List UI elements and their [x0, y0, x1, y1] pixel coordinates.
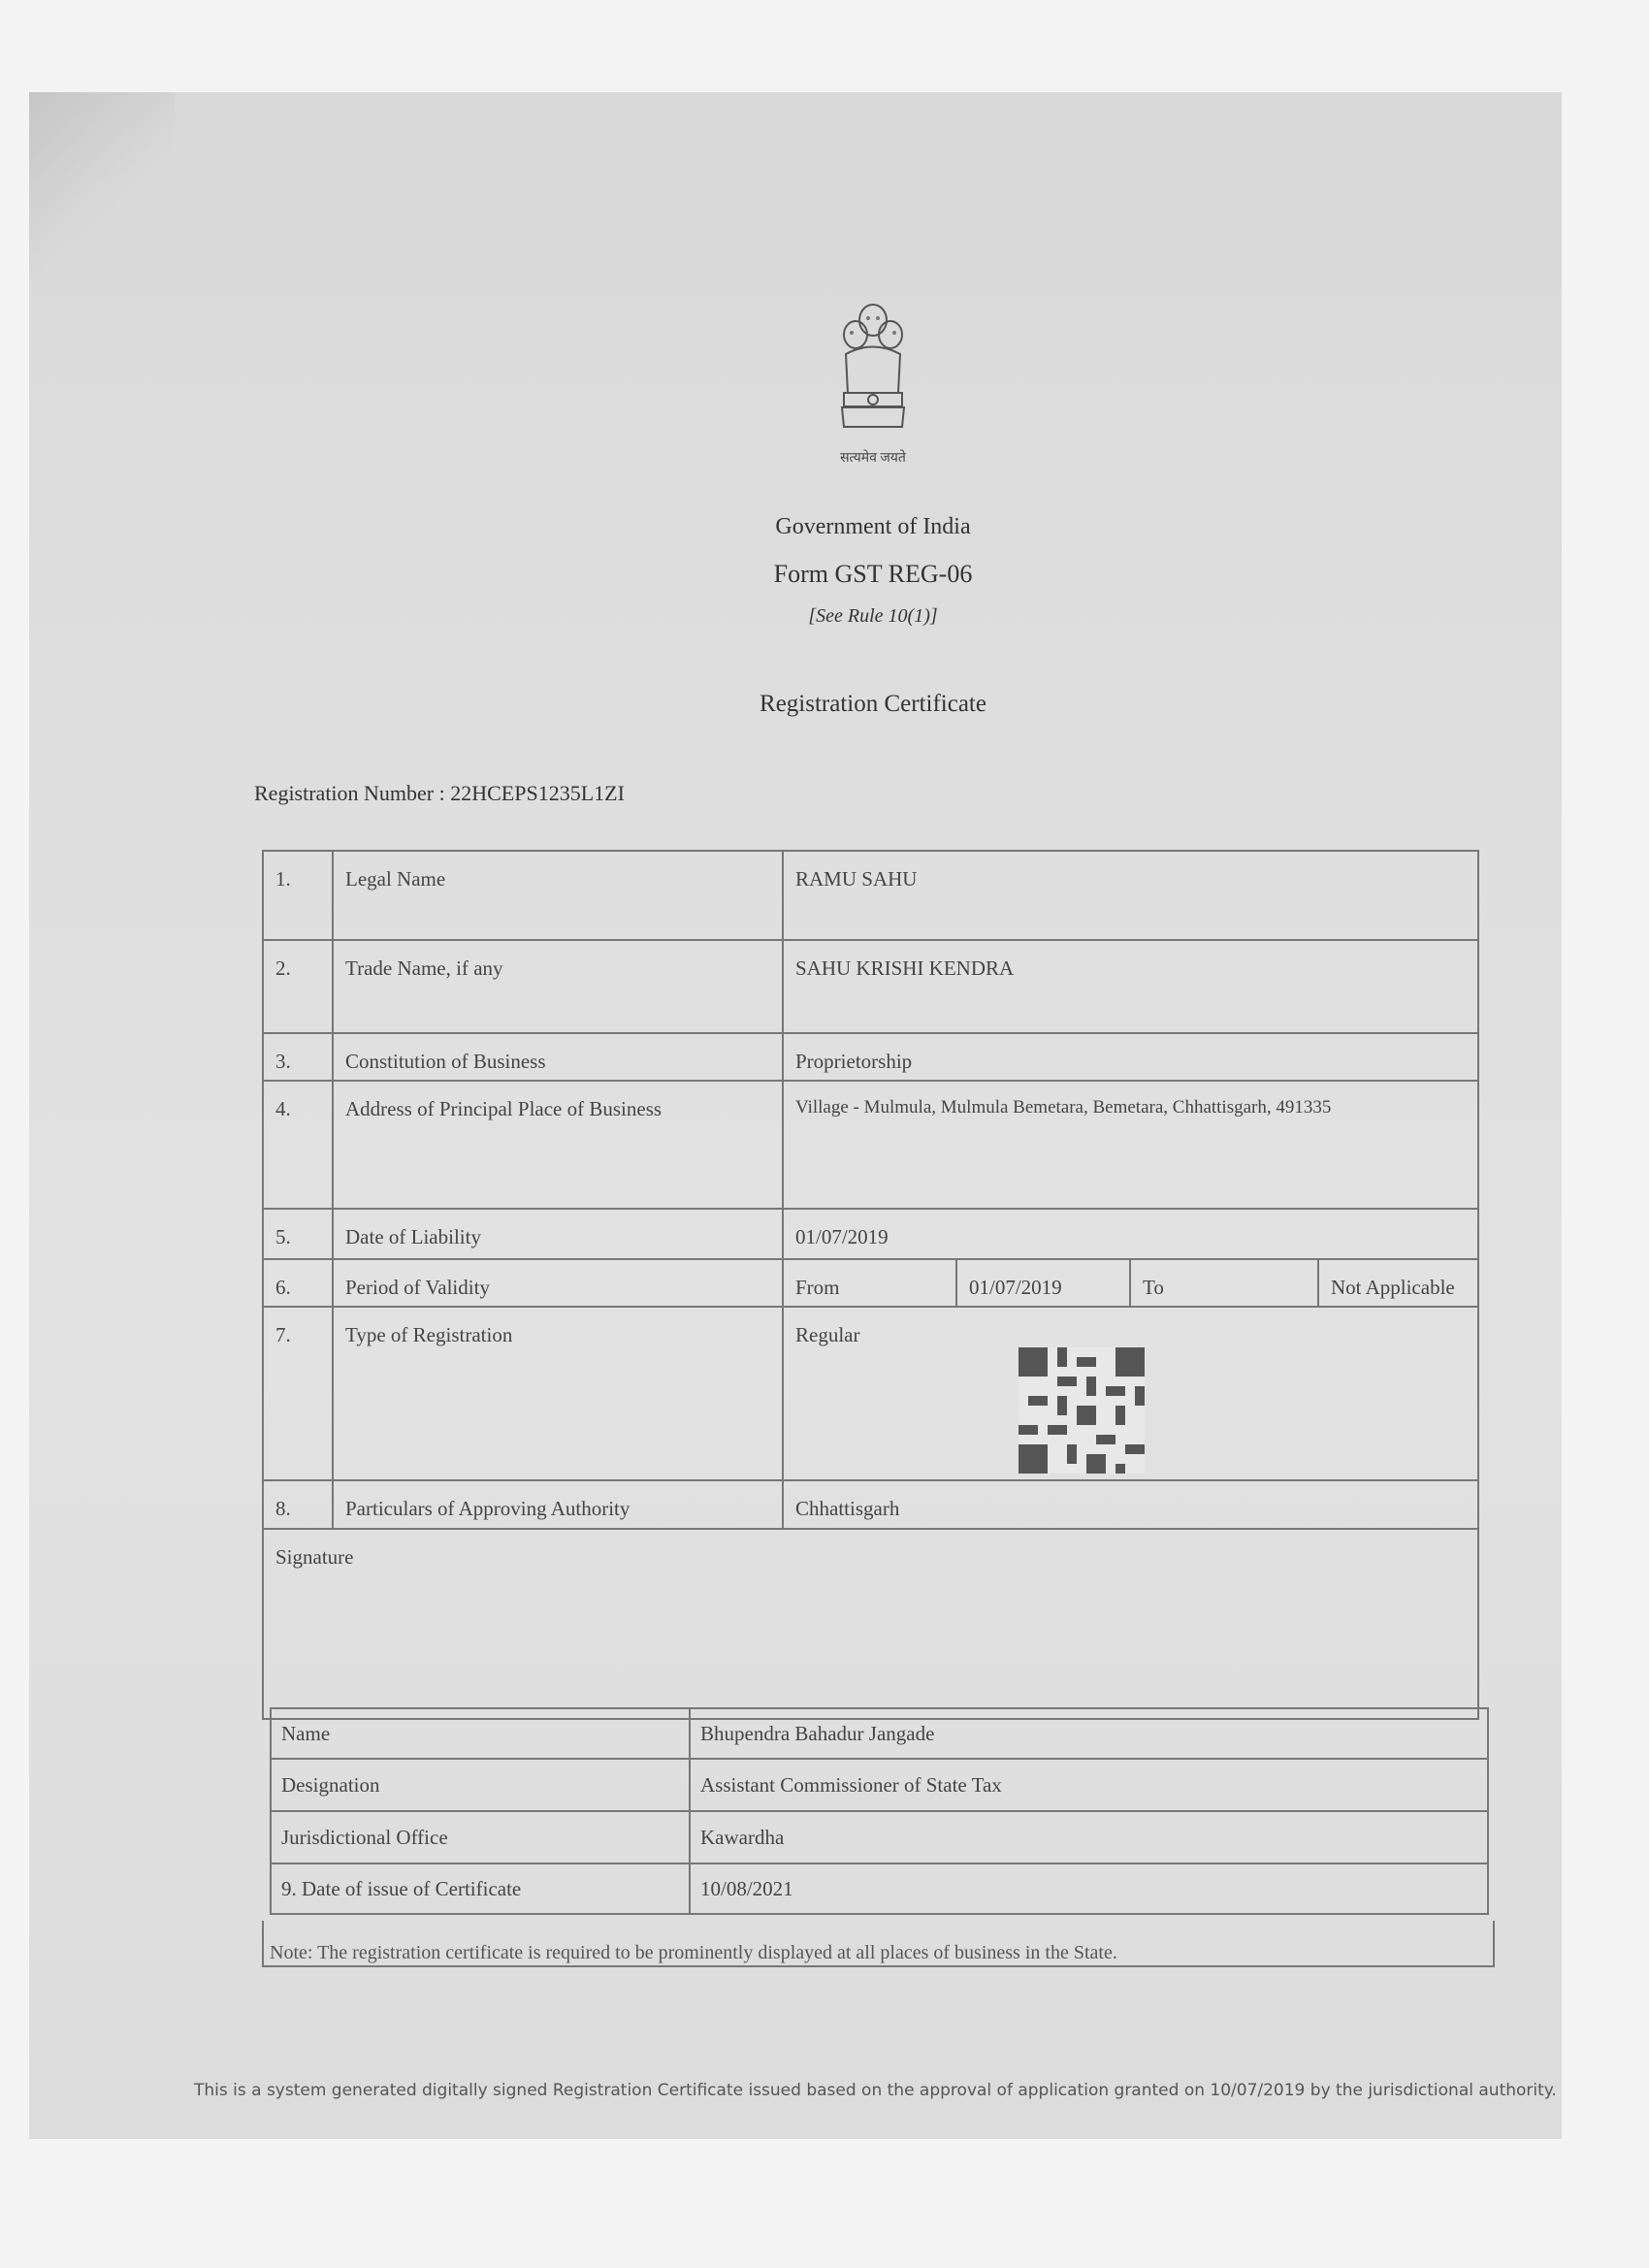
validity-from-value: 01/07/2019 [956, 1259, 1130, 1307]
table-row [263, 851, 1478, 940]
national-emblem-icon [824, 281, 922, 475]
system-generated-footer: This is a system generated digitally signed Registration Certificate issued based on the approval of application granted on 10/07/2019 by the jurisdictional authority. [194, 2081, 1557, 2100]
row-label: Trade Name, if any [333, 940, 783, 1033]
office-value: Kawardha [690, 1811, 1488, 1863]
designation-label: Designation [271, 1759, 690, 1811]
registration-type-cell [783, 1307, 1478, 1480]
table-row [263, 1529, 1478, 1719]
row-number: 7. [263, 1307, 333, 1480]
table-row [263, 1307, 1478, 1480]
registration-details-table [262, 850, 1479, 1720]
row-label: Particulars of Approving Authority [333, 1480, 783, 1529]
row-label: Legal Name [333, 851, 783, 940]
issue-date-label: 9. Date of issue of Certificate [271, 1863, 690, 1914]
office-label: Jurisdictional Office [271, 1811, 690, 1863]
validity-from-label: From [783, 1259, 956, 1307]
row-label: Address of Principal Place of Business [333, 1081, 783, 1209]
trade-name-value: SAHU KRISHI KENDRA [783, 940, 1478, 1033]
table-row [263, 1081, 1478, 1209]
validity-to-label: To [1130, 1259, 1318, 1307]
table-row [263, 1259, 1478, 1307]
table-row [271, 1708, 1488, 1759]
table-row [271, 1811, 1488, 1863]
row-label: Constitution of Business [333, 1033, 783, 1081]
table-row [263, 1033, 1478, 1081]
display-note: Note: The registration certificate is required to be prominently displayed at all places of business in the State. [270, 1942, 1117, 1963]
table-row [263, 940, 1478, 1033]
name-label: Name [271, 1708, 690, 1759]
certificate-title: Registration Certificate [760, 691, 986, 717]
approving-authority-value: Chhattisgarh [783, 1480, 1478, 1529]
row-number: 4. [263, 1081, 333, 1209]
address-value: Village - Mulmula, Mulmula Bemetara, Bemetara, Chhattisgarh, 491335 [783, 1081, 1478, 1209]
row-number: 3. [263, 1033, 333, 1081]
registration-number-value: 22HCEPS1235L1ZI [450, 781, 625, 805]
row-label: Period of Validity [333, 1259, 783, 1307]
liability-date-value: 01/07/2019 [783, 1209, 1478, 1259]
table-row [271, 1759, 1488, 1811]
rule-reference: [See Rule 10(1)] [808, 605, 938, 627]
row-label: Type of Registration [333, 1307, 783, 1480]
row-number: 8. [263, 1480, 333, 1529]
paper-fold-shadow [29, 92, 175, 286]
row-number: 5. [263, 1209, 333, 1259]
legal-name-value: RAMU SAHU [783, 851, 1478, 940]
registration-number-label: Registration Number : [254, 781, 445, 805]
row-label: Date of Liability [333, 1209, 783, 1259]
table-row [263, 1209, 1478, 1259]
constitution-value: Proprietorship [783, 1033, 1478, 1081]
row-number: 1. [263, 851, 333, 940]
signature-area: Signature [263, 1529, 1478, 1719]
row-number: 2. [263, 940, 333, 1033]
row-number: 6. [263, 1259, 333, 1307]
designation-value: Assistant Commissioner of State Tax [690, 1759, 1488, 1811]
government-heading: Government of India [775, 514, 971, 539]
name-value: Bhupendra Bahadur Jangade [690, 1708, 1488, 1759]
table-row [263, 1480, 1478, 1529]
form-title: Form GST REG-06 [773, 560, 973, 588]
validity-to-value: Not Applicable [1318, 1259, 1478, 1307]
emblem-motto: सत्यमेव जयते [840, 451, 906, 466]
registration-number-line [254, 781, 625, 806]
signatory-table [270, 1707, 1489, 1915]
issue-date-value: 10/08/2021 [690, 1863, 1488, 1914]
qr-code-icon [1018, 1347, 1145, 1474]
table-row [271, 1863, 1488, 1914]
registration-type-value: Regular [795, 1323, 860, 1346]
